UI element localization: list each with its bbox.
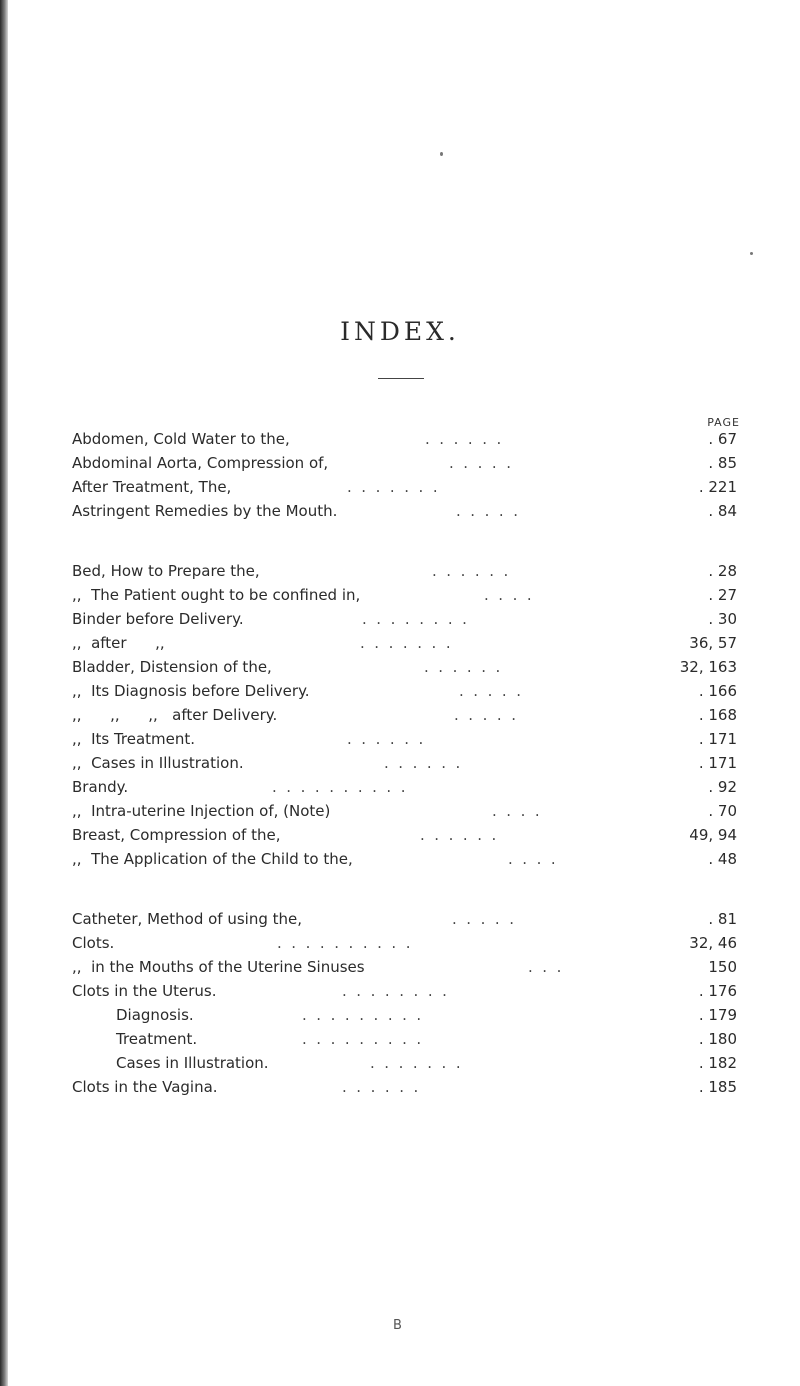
index-entry	[72, 1003, 737, 1027]
entry-heading: ,, in the Mouths of the Uterine Sinuses	[72, 958, 365, 976]
entry-page-number: . 171	[698, 754, 737, 772]
index-entry	[72, 907, 737, 931]
entry-heading: ,, The Patient ought to be confined in,	[72, 586, 361, 604]
dot-leader: . . . . .	[454, 706, 516, 724]
entry-heading: Brandy.	[72, 778, 129, 796]
entry-heading: ,, Cases in Illustration.	[72, 754, 244, 772]
entry-heading: Clots.	[72, 934, 115, 952]
dot-leader: . . . . . .	[384, 754, 461, 772]
index-entry	[72, 607, 737, 631]
dot-leader: . . . . .	[452, 910, 514, 928]
entry-heading: Catheter, Method of using the,	[72, 910, 303, 928]
dot-leader: . . . .	[484, 586, 532, 604]
entry-heading: After Treatment, The,	[72, 478, 232, 496]
entry-page-number: . 81	[708, 910, 737, 928]
entry-heading: ,, Its Treatment.	[72, 730, 196, 748]
entry-heading: Clots in the Vagina.	[72, 1078, 218, 1096]
entry-page-number: . 27	[708, 586, 737, 604]
index-entry	[72, 823, 737, 847]
book-spine-shadow	[0, 0, 8, 1386]
dot-leader: . . . .	[508, 850, 556, 868]
entry-page-number: . 30	[708, 610, 737, 628]
entry-heading: Abdomen, Cold Water to the,	[72, 430, 290, 448]
entry-heading: Binder before Delivery.	[72, 610, 244, 628]
title-rule	[378, 378, 424, 379]
paper-speck	[750, 252, 753, 255]
entry-heading: Clots in the Uterus.	[72, 982, 217, 1000]
entry-page-number: 32, 163	[679, 658, 737, 676]
entry-heading: Breast, Compression of the,	[72, 826, 281, 844]
dot-leader: . . . . .	[459, 682, 521, 700]
dot-leader: . . . . . . . .	[342, 982, 447, 1000]
dot-leader: . . . . . . . . . .	[272, 778, 406, 796]
dot-leader: . . . . .	[456, 502, 518, 520]
entry-page-number: . 179	[698, 1006, 737, 1024]
index-entry	[72, 499, 737, 523]
entry-page-number: . 48	[708, 850, 737, 868]
index-entry	[72, 931, 737, 955]
index-entry	[72, 1075, 737, 1099]
entry-page-number: . 84	[708, 502, 737, 520]
dot-leader: . . . . . . . . . .	[277, 934, 411, 952]
entry-heading: ,, The Application of the Child to the,	[72, 850, 353, 868]
dot-leader: . . . . . .	[347, 730, 424, 748]
entry-page-number: 49, 94	[689, 826, 737, 844]
entry-page-number: . 185	[698, 1078, 737, 1096]
entry-page-number: . 176	[698, 982, 737, 1000]
dot-leader: . . . . . . .	[347, 478, 438, 496]
entry-heading: ,, Intra-uterine Injection of, (Note)	[72, 802, 331, 820]
dot-leader: . . . .	[492, 802, 540, 820]
paper-speck	[440, 152, 443, 156]
dot-leader: . . . . . . . .	[362, 610, 467, 628]
entry-page-number: 150	[708, 958, 737, 976]
index-entry	[72, 847, 737, 871]
dot-leader: . . . . . . .	[370, 1054, 461, 1072]
entry-page-number: 36, 57	[689, 634, 737, 652]
entry-page-number: . 85	[708, 454, 737, 472]
dot-leader: . . . . . . . . .	[302, 1030, 422, 1048]
index-entry	[72, 703, 737, 727]
index-entry	[72, 775, 737, 799]
entry-page-number: . 28	[708, 562, 737, 580]
entry-heading: Cases in Illustration.	[116, 1054, 269, 1072]
dot-leader: . . . . . .	[425, 430, 502, 448]
entry-heading: Bed, How to Prepare the,	[72, 562, 260, 580]
entry-page-number: 32, 46	[689, 934, 737, 952]
entry-heading: Abdominal Aorta, Compression of,	[72, 454, 329, 472]
entry-page-number: . 70	[708, 802, 737, 820]
dot-leader: . . . . . .	[424, 658, 501, 676]
index-entry	[72, 655, 737, 679]
entry-page-number: . 182	[698, 1054, 737, 1072]
index-entry	[72, 475, 737, 499]
entry-page-number: . 171	[698, 730, 737, 748]
entry-heading: Treatment.	[116, 1030, 198, 1048]
dot-leader: . . . . . . . . .	[302, 1006, 422, 1024]
index-entry	[72, 583, 737, 607]
entry-heading: Diagnosis.	[116, 1006, 194, 1024]
index-entry	[72, 955, 737, 979]
index-entry	[72, 559, 737, 583]
dot-leader: . . . . . . .	[360, 634, 451, 652]
dot-leader: . . . . . .	[342, 1078, 419, 1096]
entry-heading: Bladder, Distension of the,	[72, 658, 272, 676]
page-title: INDEX.	[340, 317, 460, 346]
index-entry	[72, 1027, 737, 1051]
index-entry	[72, 451, 737, 475]
entry-page-number: . 168	[698, 706, 737, 724]
index-entry	[72, 751, 737, 775]
index-entry	[72, 427, 737, 451]
dot-leader: . . . . .	[449, 454, 511, 472]
signature-mark: B	[393, 1318, 402, 1333]
dot-leader: . . . . . .	[420, 826, 497, 844]
index-entry	[72, 679, 737, 703]
index-entry	[72, 979, 737, 1003]
entry-page-number: . 92	[708, 778, 737, 796]
entry-page-number: . 166	[698, 682, 737, 700]
entry-heading: Astringent Remedies by the Mouth.	[72, 502, 338, 520]
dot-leader: . . .	[528, 958, 562, 976]
entry-heading: ,, ,, ,, after Delivery.	[72, 706, 278, 724]
entry-page-number: . 221	[698, 478, 737, 496]
index-entry	[72, 727, 737, 751]
entry-heading: ,, Its Diagnosis before Delivery.	[72, 682, 310, 700]
index-entry	[72, 799, 737, 823]
entry-page-number: . 67	[708, 430, 737, 448]
index-entry	[72, 1051, 737, 1075]
entry-page-number: . 180	[698, 1030, 737, 1048]
page-column-header: PAGE	[707, 416, 740, 429]
entry-heading: ,, after ,,	[72, 634, 165, 652]
dot-leader: . . . . . .	[432, 562, 509, 580]
index-entry	[72, 631, 737, 655]
